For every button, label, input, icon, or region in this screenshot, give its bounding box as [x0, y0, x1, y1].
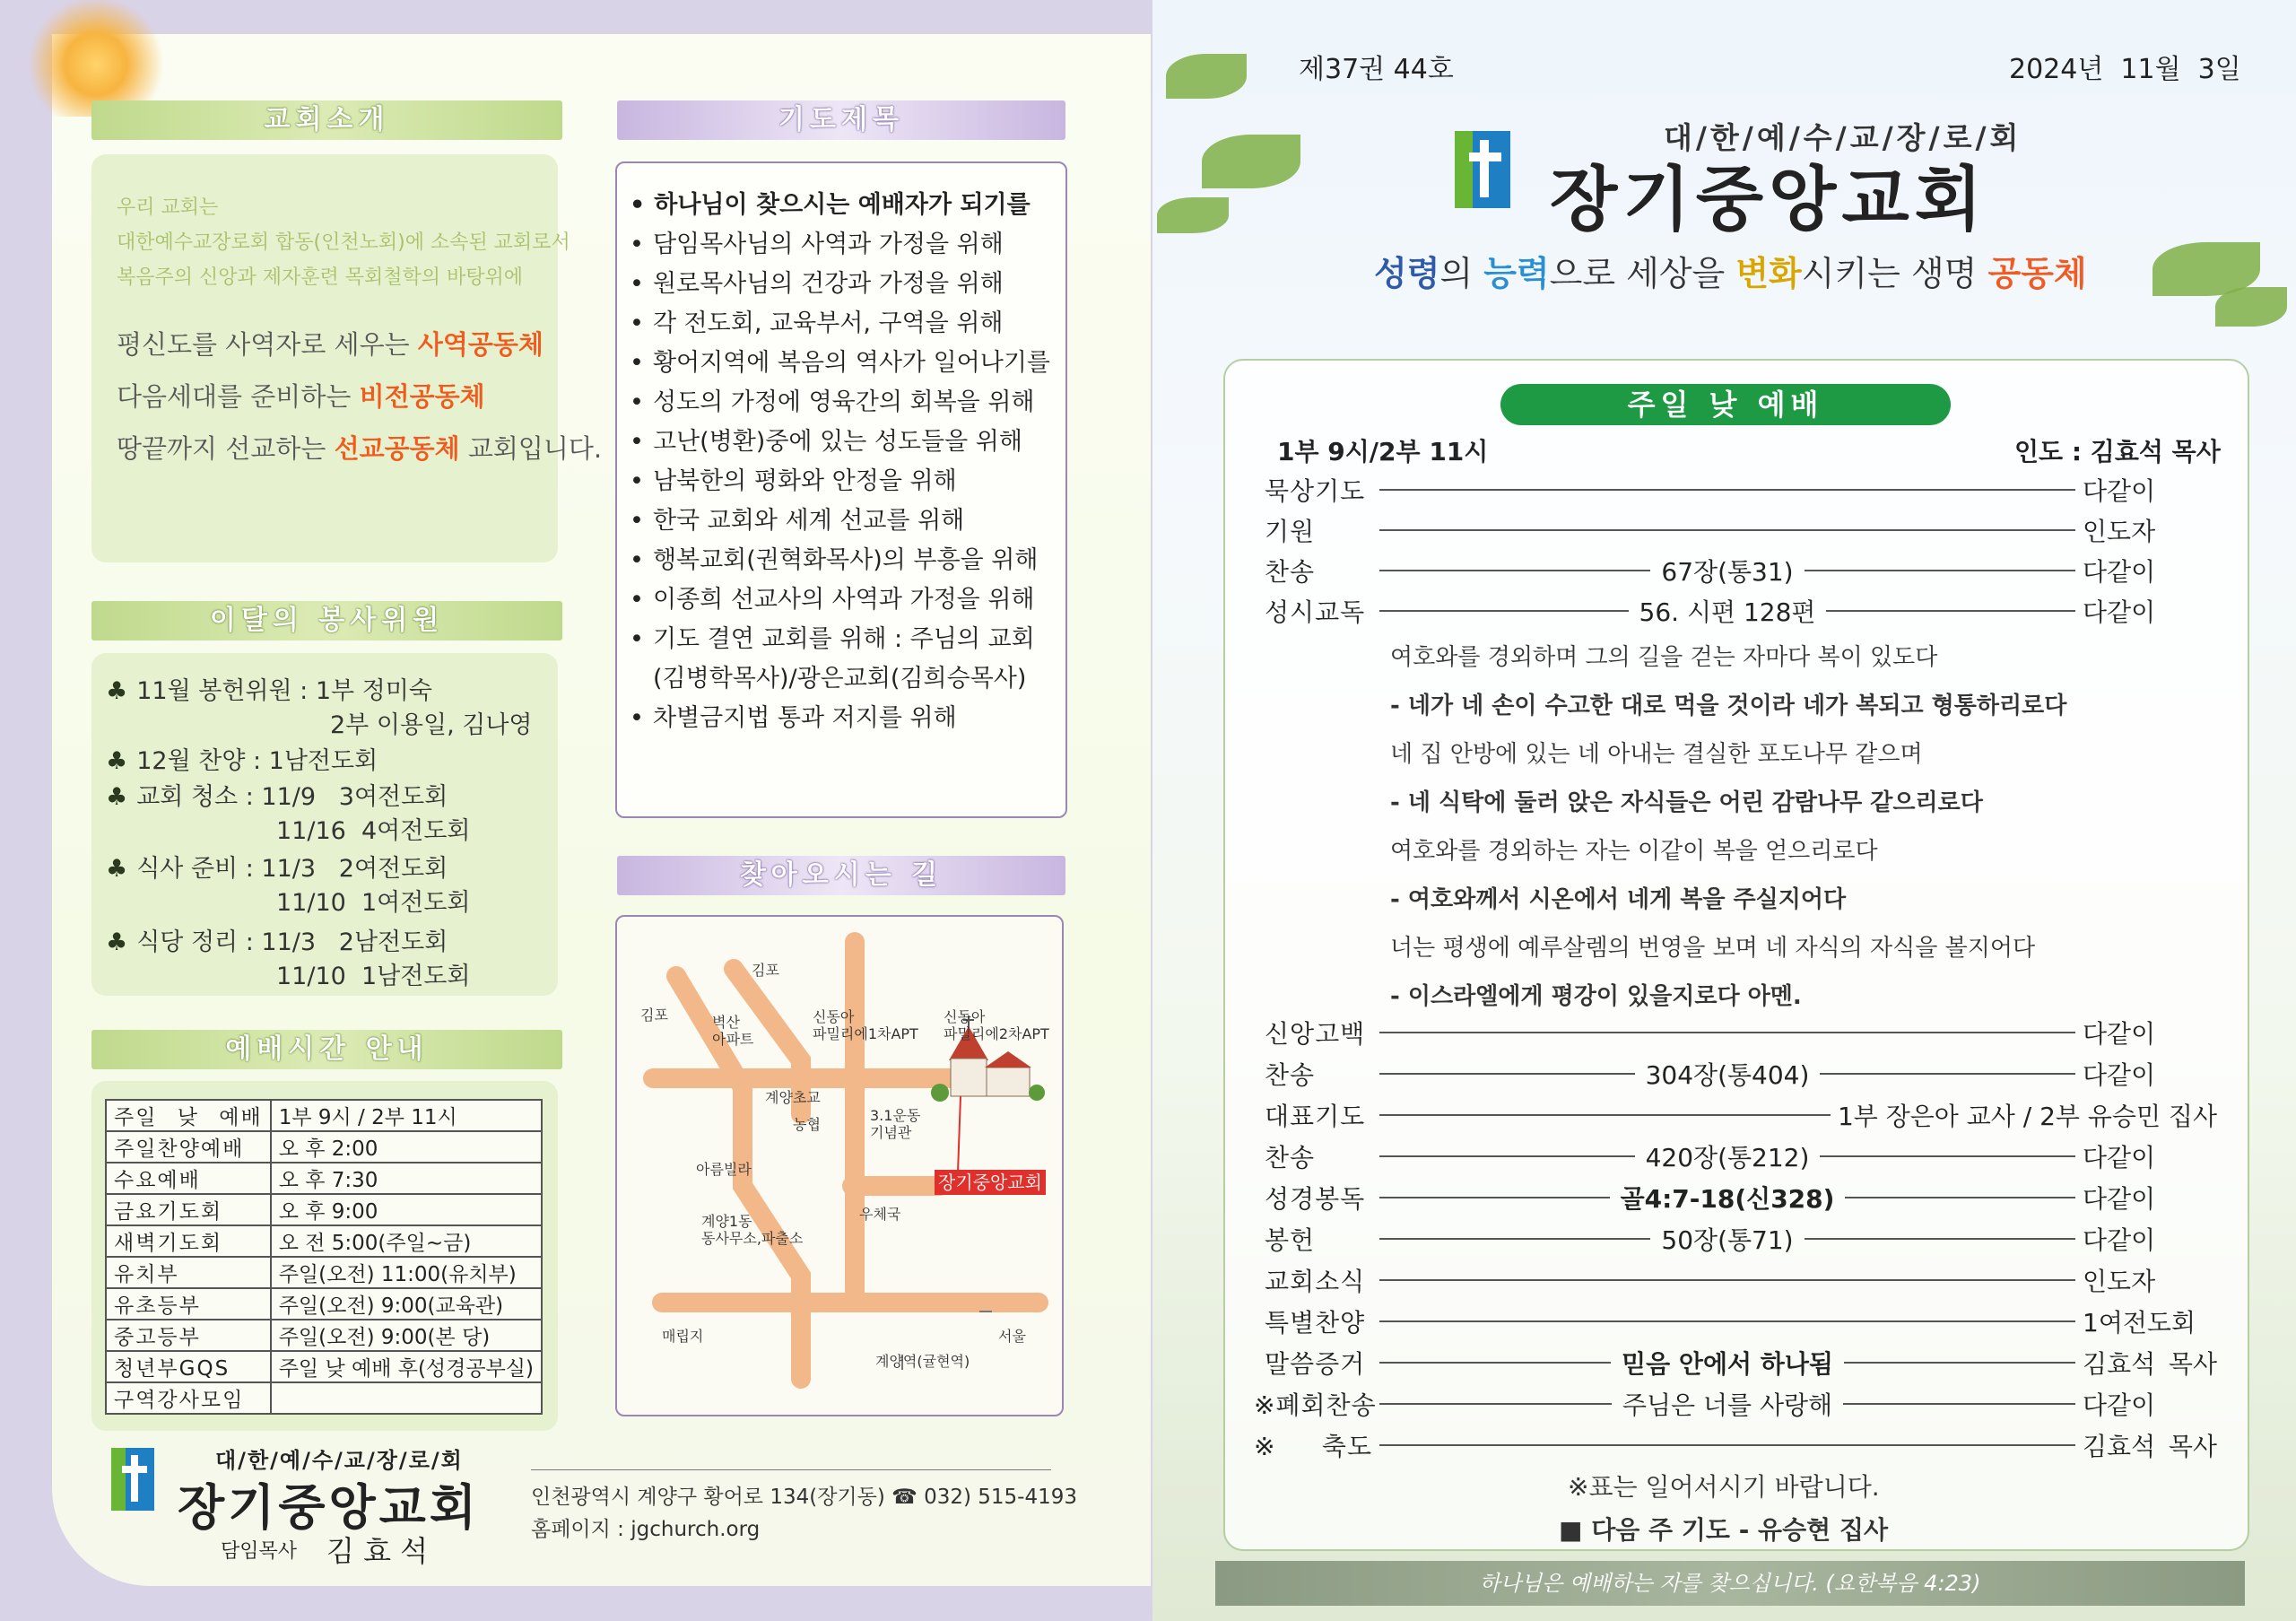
servant-row: [276, 883, 470, 918]
prayer-text: 성도의 가정에 영육간의 회복을 위해: [652, 388, 1035, 416]
psalm-line: - 여호와께서 시온에서 네게 복을 주실지어다: [1390, 886, 1847, 913]
servant-text: 식당 정리 : 11/3 2남전도회: [136, 928, 448, 956]
intro-line-text: 다음세대를 준비하는: [117, 381, 360, 412]
servant-row: [106, 922, 448, 957]
order-who: 다같이: [2083, 1060, 2156, 1090]
prayer-item: [630, 422, 1022, 457]
church-homepage: 홈페이지 : jgchurch.org: [531, 1518, 761, 1541]
slogan-text: 의: [1439, 254, 1484, 293]
servant-text: 12월 찬양 : 1남전도회: [136, 747, 378, 775]
table-row: [106, 1131, 542, 1163]
bullet-icon: •: [630, 191, 646, 219]
order-row: [1265, 474, 2217, 506]
order-label: 신앙고백: [1265, 1019, 1366, 1049]
order-row: [1265, 1264, 2217, 1296]
slogan-word: 능력: [1483, 254, 1550, 293]
leader-line: [1379, 1032, 2075, 1033]
prayer-text: 황어지역에 복음의 역사가 일어나기를: [652, 349, 1050, 377]
prayer-text: 행복교회(권혁화목사)의 부흥을 위해: [652, 546, 1039, 574]
map-label-school: 계양초교: [765, 1089, 821, 1106]
schedule-key: 유초등부: [106, 1288, 271, 1320]
prayer-text: 각 전도회, 교육부서, 구역을 위해: [652, 309, 1004, 337]
intro-line-2: [117, 377, 485, 414]
prayer-text: 한국 교회와 세계 선교를 위해: [652, 507, 965, 535]
order-who: 1여전도회: [2083, 1308, 2196, 1338]
table-row: [106, 1351, 542, 1382]
leader-line: [1843, 1403, 2075, 1405]
leader-line: [1379, 1320, 2075, 1322]
prayer-item: [630, 698, 957, 733]
prayer-text: 고난(병환)중에 있는 성도들을 위해: [652, 428, 1022, 456]
schedule-key: 주일 낮 예배: [106, 1100, 271, 1131]
order-who: 다같이: [2083, 476, 2156, 506]
bulletin-date: 2024년 11월 3일: [2009, 54, 2241, 85]
intro-highlight: 비전공동체: [359, 381, 485, 412]
club-icon: ♣: [106, 677, 128, 705]
order-who: 다같이: [2083, 1019, 2156, 1049]
schedule-key: 구역강사모임: [106, 1382, 271, 1414]
order-detail: 주님은 너를 사랑해: [1622, 1390, 1833, 1420]
map-label-station: 계양역(귤현역): [875, 1353, 970, 1370]
servant-row: [276, 956, 470, 991]
prayer-box: [615, 161, 1067, 818]
map-header: 찾아오시는 길: [617, 856, 1065, 895]
servant-text: 11/10 1여전도회: [276, 889, 471, 917]
servant-row: [106, 741, 378, 776]
schedule-value: 오 전 5:00(주일~금): [271, 1225, 542, 1257]
prayer-item: [630, 185, 1031, 220]
schedule-table: [105, 1099, 543, 1415]
prayer-text: 기도 결연 교회를 위해 : 주님의 교회: [652, 625, 1035, 653]
order-who: 다같이: [2083, 1225, 2156, 1255]
servant-text: 11/16 4여전도회: [276, 817, 471, 845]
order-label: 기원: [1265, 517, 1316, 546]
order-row: [1265, 1346, 2217, 1379]
bullet-icon: •: [630, 546, 644, 574]
table-row: [106, 1163, 542, 1194]
prayer-item: [630, 619, 1035, 654]
table-row: [106, 1100, 542, 1131]
order-label: ※축도: [1254, 1432, 1372, 1461]
footer-verse-band: 하나님은 예배하는 자를 찾으십니다. (요한복음 4:23): [1215, 1561, 2245, 1606]
schedule-key: 새벽기도회: [106, 1225, 271, 1257]
map-label-sindonga2: 신동아 파밀리에2차APT: [944, 1008, 1049, 1042]
order-who: 1부 장은아 교사 / 2부 유승민 집사: [1837, 1102, 2217, 1131]
order-who: 인도자: [2083, 1267, 2156, 1296]
slogan-word: 성령: [1374, 254, 1440, 293]
bullet-icon: •: [630, 625, 644, 653]
table-row: [106, 1382, 542, 1414]
order-label: 찬송: [1265, 1143, 1316, 1172]
map-label-seoul: 서울: [998, 1328, 1026, 1345]
order-row: [1265, 1305, 2217, 1338]
order-detail: 50장(통71): [1661, 1225, 1794, 1255]
leader-line: [1379, 489, 2075, 491]
worship-title: 주일 낮 예배: [1500, 384, 1951, 425]
intro-line-text: 땅끝까지 선교하는: [117, 433, 335, 464]
prayer-text: 남북한의 평화와 안정을 위해: [652, 467, 957, 495]
intro-line-3: [117, 429, 602, 466]
map-label-post-office: 우체국: [859, 1206, 901, 1223]
service-leader: 인도 : 김효석 목사: [2014, 437, 2221, 466]
leader-line: [1820, 1155, 2075, 1157]
schedule-value: 주일 낮 예배 후(성경공부실): [271, 1351, 542, 1382]
schedule-key: 중고등부: [106, 1320, 271, 1351]
prayer-item: [630, 264, 1004, 299]
order-row: [1254, 1388, 2217, 1420]
leader-line: [1379, 1155, 1635, 1157]
servant-text: 2부 이용일, 김나영: [330, 711, 533, 739]
club-icon: ♣: [106, 747, 128, 775]
church-pointer: [958, 1096, 961, 1172]
psalm-line: - 네가 네 손이 수고한 대로 먹을 것이라 네가 복되고 형통하리로다: [1390, 693, 2067, 719]
leader-line: [1379, 1444, 2075, 1446]
leader-line: [1379, 1279, 2075, 1281]
bullet-icon: •: [630, 231, 644, 258]
order-detail: 골4:7-18(신328): [1620, 1184, 1835, 1214]
order-detail: 67장(통31): [1661, 557, 1794, 587]
leader-line: [1379, 1238, 1650, 1240]
schedule-value: 주일(오전) 9:00(본 당): [271, 1320, 542, 1351]
servant-row: [106, 671, 432, 706]
order-detail: 56. 시편 128편: [1639, 597, 1816, 627]
order-label: 봉헌: [1265, 1225, 1316, 1255]
order-row: [1265, 1140, 2217, 1172]
bullet-icon: •: [630, 309, 644, 337]
schedule-value: [271, 1382, 542, 1414]
order-detail: 420장(통212): [1645, 1143, 1810, 1172]
table-row: [106, 1194, 542, 1225]
leader-line: [1805, 570, 2075, 571]
cover-church-name: 장기중앙교회: [1550, 160, 1988, 240]
footer-pastor-name: 김 효 석: [326, 1534, 429, 1568]
map-label-areum: 아름빌라: [696, 1161, 752, 1178]
servant-text: 11월 봉헌위원 : 1부 정미숙: [136, 677, 432, 705]
order-row: [1265, 1099, 2217, 1131]
bullet-icon: •: [630, 586, 644, 614]
schedule-value: 주일(오전) 11:00(유치부): [271, 1257, 542, 1288]
servants-header: 이달의 봉사위원: [91, 601, 562, 641]
order-who: 다같이: [2083, 1184, 2156, 1214]
schedule-key: 수요예배: [106, 1163, 271, 1194]
servant-row: [276, 811, 470, 846]
slogan-word: 공동체: [1987, 254, 2087, 293]
leaf-decoration: [1202, 135, 1300, 188]
prayer-text: 하나님이 찾으시는 예배자가 되기를: [654, 191, 1031, 219]
order-label: 말씀증거: [1265, 1349, 1366, 1379]
bullet-icon: •: [630, 428, 644, 456]
order-row: [1265, 1016, 2217, 1049]
bullet-icon: •: [630, 270, 644, 298]
order-detail: 304장(통404): [1645, 1060, 1810, 1090]
club-icon: ♣: [106, 928, 128, 956]
bullet-icon: •: [630, 467, 644, 495]
church-cross-logo-icon: [1451, 126, 1514, 212]
next-week-prayer: ■ 다음 주 기도 - 유승현 집사: [1559, 1515, 1889, 1545]
leaf-decoration: [1166, 54, 1247, 99]
order-who: 다같이: [2083, 597, 2156, 627]
psalm-line: 너는 평생에 예루살렘의 번영을 보며 네 자식의 자식을 볼지어다: [1390, 935, 2036, 962]
psalm-line: 네 집 안방에 있는 네 아내는 결실한 포도나무 같으며: [1390, 741, 1923, 768]
order-label: 성경봉독: [1265, 1184, 1366, 1214]
leader-line: [1845, 1197, 2075, 1198]
order-who: 김효석 목사: [2083, 1432, 2217, 1461]
order-row: [1265, 514, 2217, 546]
table-row: [106, 1225, 542, 1257]
prayer-item: [630, 501, 964, 536]
order-row: [1265, 1223, 2217, 1255]
prayer-item: [630, 540, 1038, 575]
footer-church-name: 장기중앙교회: [178, 1479, 480, 1536]
intro-line-1: [117, 325, 544, 362]
club-icon: ♣: [106, 783, 128, 811]
order-row: [1265, 1058, 2217, 1090]
order-detail: 믿음 안에서 하나됨: [1622, 1349, 1833, 1379]
map-label-gyeyang1: 계양1동 동사무소,파출소: [701, 1213, 804, 1247]
cover-denomination: 대/한/예/수/교/장/로/회: [1664, 120, 2022, 155]
schedule-value: 1부 9시 / 2부 11시: [271, 1100, 542, 1131]
church-slogan: [1374, 246, 2087, 295]
prayer-text: 담임목사님의 사역과 가정을 위해: [652, 231, 1004, 258]
leader-line: [1379, 570, 1650, 571]
prayer-text: (김병학목사)/광은교회(김희승목사): [653, 665, 1027, 693]
leader-line: [1379, 610, 1629, 612]
servant-row: [106, 849, 448, 884]
order-label: 찬송: [1265, 1060, 1316, 1090]
order-label: 대표기도: [1265, 1102, 1366, 1131]
leaf-decoration: [2215, 287, 2287, 327]
order-who: 다같이: [2083, 557, 2156, 587]
flower-decoration: [7, 0, 169, 117]
schedule-key: 청년부GQS: [106, 1351, 271, 1382]
prayer-item: [630, 461, 957, 496]
prayer-header: 기도제목: [617, 100, 1065, 140]
psalm-line: - 이스라엘에게 평강이 있을지로다 아멘.: [1390, 983, 1802, 1010]
prayer-item: [630, 224, 1004, 259]
intro-small-line: 대한예수교장로회 합동(인천노회)에 소속된 교회로서: [117, 231, 570, 254]
prayer-text: 이종희 선교사의 사역과 가정을 위해: [652, 586, 1035, 614]
church-address: 인천광역시 계양구 황어로 134(장기동) ☎ 032) 515-4193: [531, 1486, 1078, 1509]
psalm-line: - 네 식탁에 둘러 앉은 자식들은 어린 감람나무 같으리로다: [1390, 789, 1983, 816]
leader-line: [1379, 1197, 1610, 1198]
order-row: [1265, 1181, 2217, 1214]
leader-line: [1805, 1238, 2075, 1240]
bullet-icon: •: [630, 388, 644, 416]
order-row: [1254, 1429, 2217, 1461]
prayer-item: [653, 658, 1026, 693]
prayer-item: [630, 343, 1050, 378]
prayer-item: [630, 382, 1035, 417]
bullet-icon: •: [630, 704, 644, 732]
leader-line: [1379, 1114, 1831, 1116]
map-label-church: 장기중앙교회: [935, 1170, 1046, 1195]
map-label-gimpo: 김포: [752, 962, 779, 979]
bullet-icon: •: [630, 349, 644, 377]
intro-highlight: 사역공동체: [417, 329, 544, 360]
club-icon: ♣: [106, 855, 128, 883]
intro-line-text: 교회입니다.: [459, 433, 603, 464]
directions-map: [615, 915, 1064, 1416]
schedule-value: 주일(오전) 9:00(교육관): [271, 1288, 542, 1320]
order-label: 교회소식: [1265, 1267, 1366, 1296]
servant-text: 교회 청소 : 11/9 3여전도회: [136, 783, 448, 811]
slogan-text: 으로 세상을: [1549, 254, 1736, 293]
leader-line: [1379, 1362, 1611, 1364]
schedule-value: 오 후 7:30: [271, 1163, 542, 1194]
bullet-icon: •: [630, 507, 644, 535]
servant-row: [106, 777, 448, 812]
leader-line: [1379, 1403, 1612, 1405]
order-who: 다같이: [2083, 1143, 2156, 1172]
footer-divider: [531, 1469, 1051, 1470]
schedule-header: 예배시간 안내: [91, 1030, 562, 1069]
order-row: [1265, 595, 2217, 627]
leader-line: [1826, 610, 2075, 612]
schedule-value: 오 후 9:00: [271, 1194, 542, 1225]
schedule-key: 주일찬양예배: [106, 1131, 271, 1163]
schedule-key: 유치부: [106, 1257, 271, 1288]
order-label: 찬송: [1265, 557, 1316, 587]
footer-pastor-label: 담임목사: [221, 1540, 298, 1563]
leader-line: [1379, 1073, 1635, 1075]
leader-line: [1844, 1362, 2075, 1364]
servant-text: 11/10 1남전도회: [276, 963, 471, 990]
servant-text: 식사 준비 : 11/3 2여전도회: [136, 855, 448, 883]
schedule-key: 금요기도회: [106, 1194, 271, 1225]
prayer-item: [630, 580, 1035, 614]
prayer-item: [630, 303, 1004, 338]
table-row: [106, 1320, 542, 1351]
schedule-value: 오 후 2:00: [271, 1131, 542, 1163]
psalm-line: 여호와를 경외하는 자는 이같이 복을 얻으리로다: [1390, 838, 1878, 865]
map-label-gimpo: 김포: [640, 1007, 668, 1024]
order-label: 묵상기도: [1265, 476, 1366, 506]
intro-header: 교회소개: [91, 100, 562, 140]
footer-denomination: 대/한/예/수/교/장/로/회: [215, 1448, 464, 1473]
prayer-text: 원로목사님의 건강과 가정을 위해: [652, 270, 1004, 298]
service-times: 1부 9시/2부 11시: [1277, 437, 1489, 466]
order-row: [1265, 554, 2217, 587]
order-label: 특별찬양: [1265, 1308, 1366, 1338]
intro-highlight: 선교공동체: [334, 433, 460, 464]
map-label-memorial: 3.1운동 기념관: [870, 1107, 921, 1141]
order-label: ※폐회찬송: [1254, 1390, 1377, 1420]
slogan-text: 시키는 생명: [1801, 254, 1988, 293]
leader-line: [1379, 529, 2075, 531]
church-cross-logo-icon: [106, 1442, 160, 1514]
order-who: 김효석 목사: [2083, 1349, 2218, 1379]
map-label-sindonga1: 신동아 파밀리에1차APT: [813, 1008, 918, 1042]
slogan-word: 변화: [1735, 254, 1802, 293]
map-label-nonghyup: 농협: [793, 1116, 821, 1133]
order-who: 다같이: [2083, 1390, 2156, 1420]
order-who: 인도자: [2083, 517, 2156, 546]
stand-note: ※표는 일어서시기 바랍니다.: [1568, 1472, 1880, 1502]
map-label-byeoksan: 벽산 아파트: [712, 1014, 754, 1048]
intro-small-line: 우리 교회는: [117, 196, 219, 219]
map-label-maeripji: 매립지: [662, 1328, 704, 1345]
table-row: [106, 1288, 542, 1320]
volume-number: 제37권 44호: [1299, 54, 1454, 85]
leader-line: [1820, 1073, 2075, 1075]
order-label: 성시교독: [1265, 597, 1366, 627]
servant-row: [330, 705, 533, 740]
intro-small-line: 복음주의 신앙과 제자훈련 목회철학의 바탕위에: [117, 266, 524, 289]
intro-line-text: 평신도를 사역자로 세우는: [117, 329, 418, 360]
prayer-text: 차별금지법 통과 저지를 위해: [652, 704, 957, 732]
table-row: [106, 1257, 542, 1288]
leaf-decoration: [1157, 197, 1229, 233]
psalm-line: 여호와를 경외하며 그의 길을 걷는 자마다 복이 있도다: [1390, 644, 1938, 671]
